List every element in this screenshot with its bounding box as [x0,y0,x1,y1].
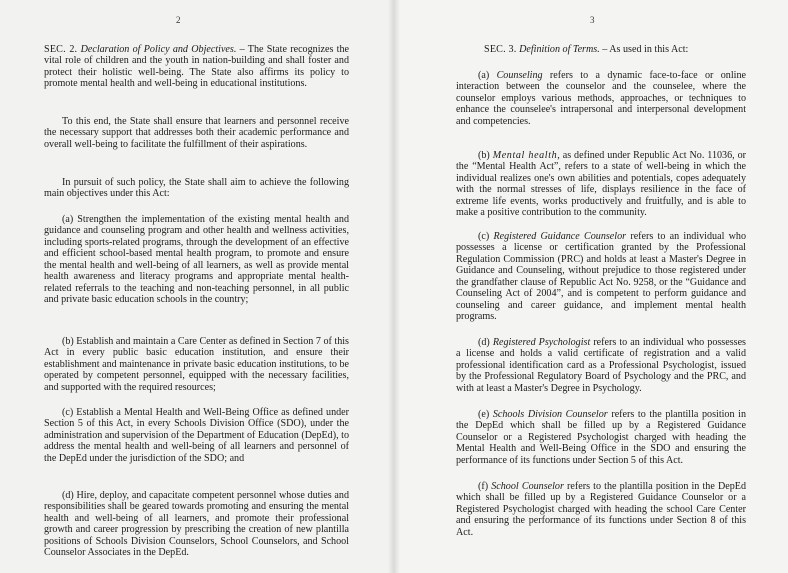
to-this-end-paragraph: To this end, the State shall ensure that learners and personnel receive the necessary support that addresses both their academic performance and overall well-being to facilitate the fulfillment of their aspirations. [44,116,349,150]
def-term: Registered Psychologist [492,337,591,348]
objective-b: (b) Establish and maintain a Care Center as defined in Section 7 of this Act in every public basic education institution, and ensure their establishment and maintenance in private basic education institutions, to be operated by competent personnel, equipped with the necessary facilities, and supported with the required resources; [44,336,349,393]
objective-d: (d) Hire, deploy, and capacitate competent personnel whose duties and responsibilities shall be geared towards promoting and ensuring the mental health and well-being of all learners, and promote their professional growth and career progression by prescribing the creation of new plantilla positions of Schools Division Counselors, School Counselors, and School Counselor Associates in the DepEd. [44,490,349,559]
objective-c: (c) Establish a Mental Health and Well-Being Office as defined under Section 5 of this Act, in every Schools Division Office (SDO), under the administration and supervision of the Department of Education (DepEd), to address the mental health and well-being of all learners and personnel of the DepEd under the jurisdiction of the SDO; and [44,407,349,464]
section-3-heading [484,44,746,55]
page-number: 3 [590,15,595,25]
section-title: Definition of Terms. [519,44,600,55]
def-term: Registered Guidance Counselor [493,231,627,242]
definition-d [456,337,746,394]
def-prefix: (f) [478,481,492,492]
def-term: Counseling [496,70,543,81]
section-text: – The State recognizes the vital role of children and the youth in nation-building and shall foster and protect their holistic well-being. The State also affirms its policy to promote mental health and well-being in educational institutions. [44,44,349,90]
definition-f [456,481,746,538]
definition-a [456,70,746,127]
section-2-paragraph [44,44,349,90]
def-term: Mental health [492,150,558,161]
def-text: refers to the plantilla position in the DepEd which shall be filled up by a Registered Guidance Counselor or a Registered Psychologist charged with heading the school Care Center and ensuring the performance of its functions under Section 8 of this Act. [456,481,746,538]
objective-a: (a) Strengthen the implementation of the existing mental health and guidance and counseling program and other health and wellness activities, including sports-related programs, through the development of an effective and efficient school-based mental health program, to promote and ensure the mental health and well-being of all learners, as well as provide mental health awareness and literacy programs and appropriate mental health-related referrals to the teaching and non-teaching personnel, in all public and private basic education schools in the country; [44,214,349,306]
page-number: 2 [176,15,181,25]
def-text: refers to an individual who possesses a license and holds a valid certificate of registration and a valid professional identification card as a Professional Psychologist, issued by the Professional Regulatory Board of Psychology and the PRC, and with at least a Master's Degree in Psychology. [456,337,746,394]
book-gutter-shadow [388,0,400,573]
def-term: School Counselor [491,481,564,492]
def-text: , as defined under Republic Act No. 11036, or the “Mental Health Act”, refers to a state of well-being in which the individual realizes one's own abilities and potentials, copes adequately with the normal stresses of life, displays resilience in the face of extreme life events, works productively and fruitfully, and is able to make a positive contribution to the community. [456,150,746,219]
def-prefix: (c) [478,231,494,242]
def-term: Schools Division Counselor [492,409,608,420]
section-label: SEC. 2. [44,44,78,55]
definition-e [456,409,746,466]
def-prefix: (d) [478,337,493,348]
def-prefix: (e) [478,409,493,420]
section-title: Declaration of Policy and Objectives. [80,44,237,55]
def-text: refers to the plantilla position in the DepEd which shall be filled up by a Registered Guidance Counselor or a Registered Psychologist charged with heading the Mental Health and Well-Being Office in the SDO and ensuring the performance of its functions under Section 5 of this Act. [456,409,746,466]
section-label: SEC. 3. [484,44,517,55]
def-prefix: (b) [478,150,493,161]
pursuit-paragraph: In pursuit of such policy, the State shall aim to achieve the following main objectives under this Act: [44,177,349,200]
def-prefix: (a) [478,70,497,81]
section-text: – As used in this Act: [599,44,689,55]
right-page [394,0,788,573]
def-text: refers to an individual who possesses a license or certification granted by the Professional Regulation Commission (PRC) and holds at least a Master's Degree in Guidance and Counseling, without prejudice to those registered under the grandfather clause of Republic Act No. 9258, or the “Guidance and Counseling Act of 2004”, and is competent to perform guidance and counseling and career guidance, and implement mental health programs. [456,231,747,323]
def-text: refers to a dynamic face-to-face or online interaction between the counselor and the counselee, where the counselor employs various methods, approaches, or techniques to enhance the counselee's intrapersonal and interpersonal development and competencies. [456,70,746,127]
definition-b [456,150,746,219]
definition-c [456,231,746,323]
